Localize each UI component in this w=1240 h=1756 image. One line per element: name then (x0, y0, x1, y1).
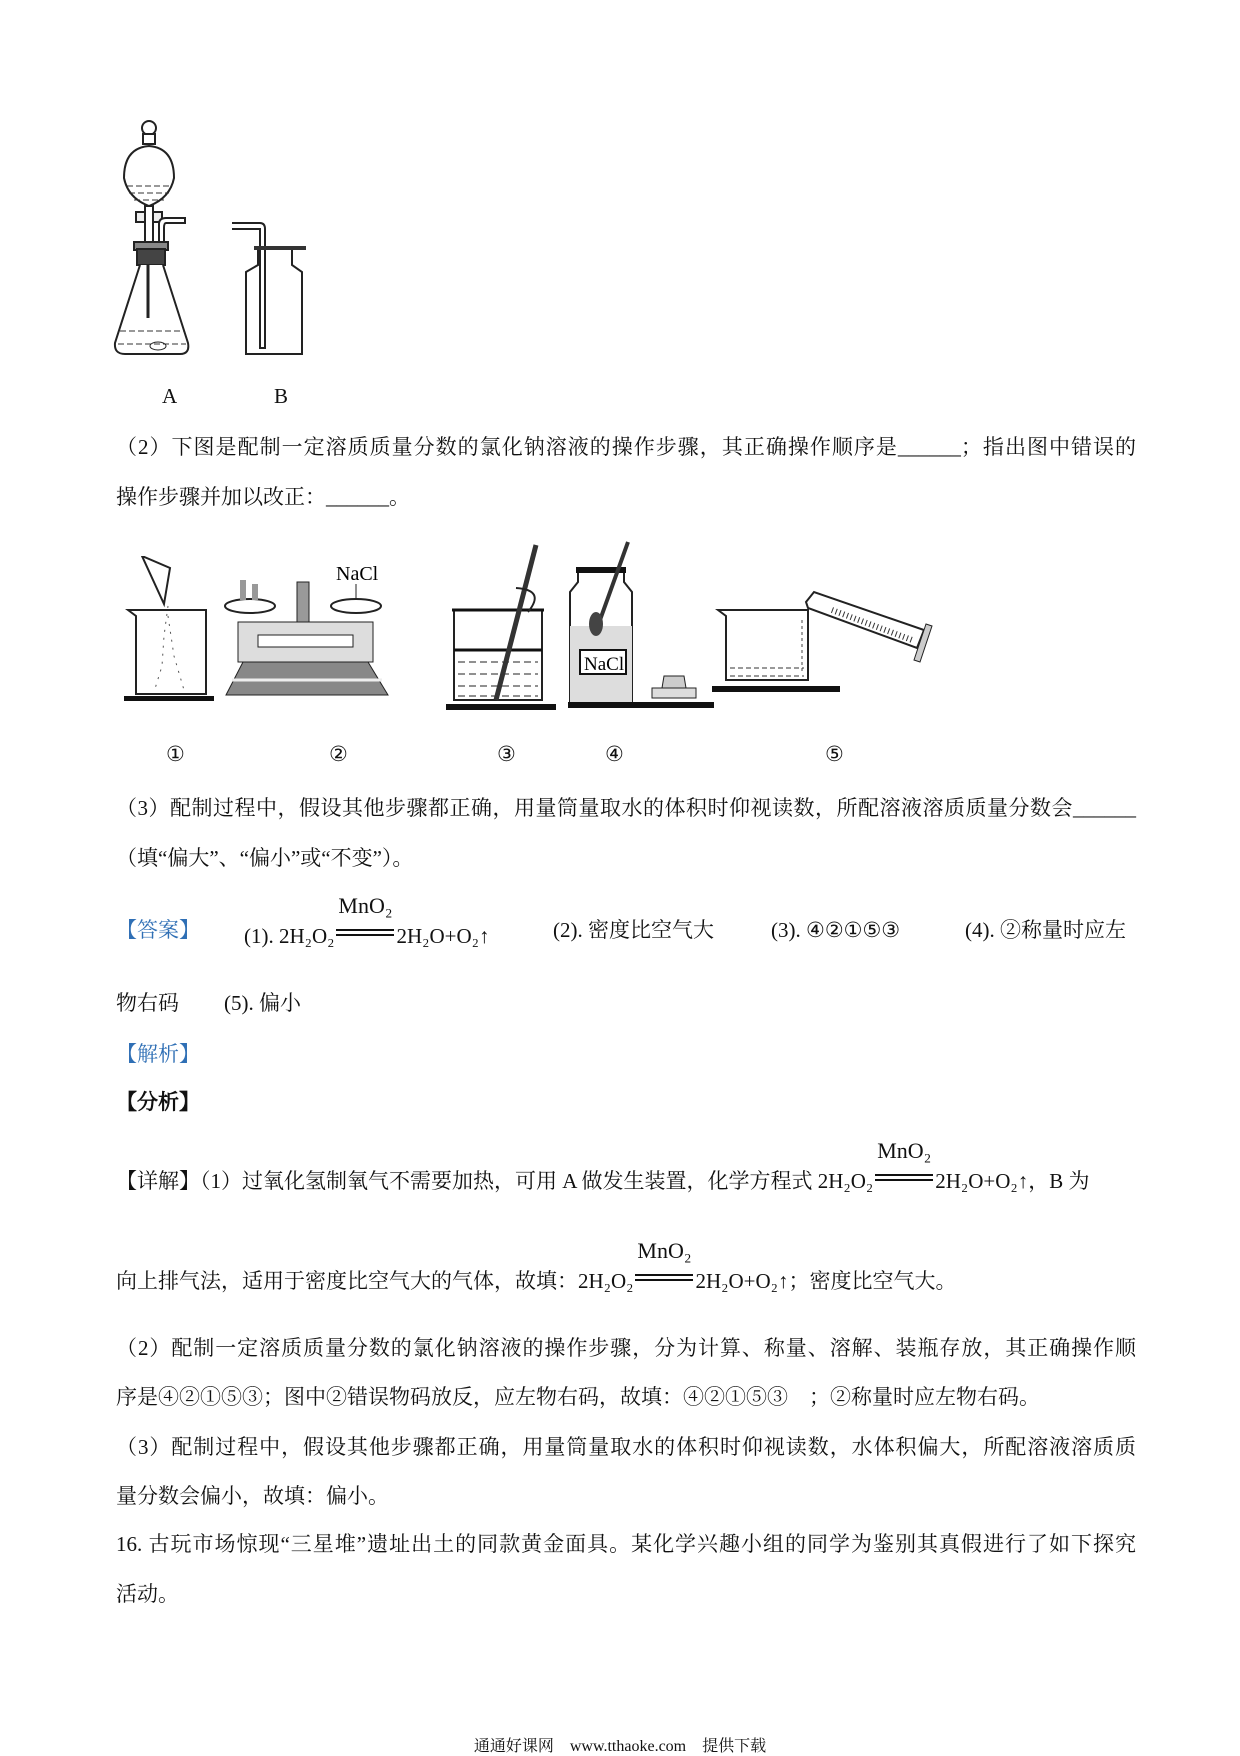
q16-line1: 16. 古玩市场惊现“三星堆”遗址出土的同款黄金面具。某化学兴趣小组的同学为鉴别其真假进行了如下探究 (116, 1532, 1136, 1556)
answer-4: (4). ②称量时应左 (965, 918, 1126, 942)
q3-line2: （填“偏大”、“偏小”或“不变”）。 (116, 846, 414, 870)
answer-4-cont: 物右码 (116, 991, 179, 1015)
label-a: A (162, 384, 178, 408)
detail-line1 (116, 1138, 1136, 1194)
answer-1-prefix: (1). (244, 924, 279, 948)
step-label-5: ⑤ (825, 742, 844, 766)
eq-product: 2H₂O+O₂↑ (695, 1269, 789, 1293)
nacl-label-top: NaCl (336, 563, 379, 585)
answer-tag: 【答案】 (116, 918, 200, 942)
double-line-icon (336, 929, 394, 936)
q16-line2: 活动。 (116, 1582, 179, 1606)
step2-balance-figure (218, 560, 403, 700)
answer-3: (3). ④②①⑤③ (771, 918, 901, 942)
step1-dissolve-figure (124, 556, 219, 702)
detail-p3-line2: 量分数会偏小，故填：偏小。 (116, 1484, 389, 1508)
detail-line2-suffix: ；密度比空气大。 (788, 1269, 957, 1293)
step5-measure-water-figure (712, 590, 952, 695)
answer-1 (244, 893, 490, 949)
detail-p2-line1: （2）配制一定溶质质量分数的氯化钠溶液的操作步骤，分为计算、称量、溶解、装瓶存放，其正确操作顺 (116, 1336, 1136, 1360)
eq-catalyst: MnO₂ (877, 1138, 932, 1163)
double-line-icon (635, 1274, 693, 1281)
eq-product: 2H₂O+O₂↑ (935, 1169, 1029, 1193)
footer: 通通好课网 www.tthaoke.com 提供下载 (473, 1738, 767, 1755)
detail-line2 (116, 1238, 1136, 1294)
answer-2: (2). 密度比空气大 (553, 918, 714, 942)
eq-reactant: 2H₂O₂ (817, 1169, 874, 1193)
analysis-tag: 【解析】 (116, 1042, 200, 1066)
detail-line1-suffix: ，B 为 (1028, 1169, 1090, 1193)
eq-catalyst: MnO₂ (338, 893, 393, 918)
apparatus-b-figure (232, 220, 312, 360)
eq-reactant: 2H₂O₂ (279, 924, 335, 948)
catalyst-condition (336, 893, 394, 943)
catalyst-condition (875, 1138, 933, 1188)
apparatus-a-figure (110, 118, 220, 363)
q3-line1: （3）配制过程中，假设其他步骤都正确，用量筒量取水的体积时仰视读数，所配溶液溶质质量分数会______ (116, 796, 1136, 820)
detail-p2-line2: 序是④②①⑤③；图中②错误物码放反，应左物右码，故填：④②①⑤③ ；②称量时应左物右码。 (116, 1385, 1040, 1409)
eq-product: 2H₂O+O₂↑ (396, 924, 490, 948)
step-label-2: ② (329, 742, 348, 766)
step-label-1: ① (166, 742, 185, 766)
double-line-icon (875, 1174, 933, 1181)
step-label-3: ③ (497, 742, 516, 766)
nacl-bottle-label: NaCl (584, 654, 625, 675)
detail-line1-text: 【详解】（1）过氧化氢制氧气不需要加热，可用 A 做发生装置，化学方程式 (116, 1169, 818, 1193)
eq-reactant: 2H₂O₂ (578, 1269, 634, 1293)
label-b: B (274, 384, 289, 408)
catalyst-condition (635, 1238, 693, 1288)
detail-p3-line1: （3）配制过程中，假设其他步骤都正确，用量筒量取水的体积时仰视读数，水体积偏大，所配溶液溶质质 (116, 1435, 1136, 1459)
fenxi-tag: 【分析】 (116, 1090, 200, 1114)
step3-stir-figure (446, 540, 561, 712)
detail-line2-text: 向上排气法，适用于密度比空气大的气体，故填： (116, 1269, 578, 1293)
q2-line1: （2）下图是配制一定溶质质量分数的氯化钠溶液的操作步骤，其正确操作顺序是______；指出图中错误的 (116, 435, 1136, 459)
step4-weigh-nacl-figure (566, 540, 716, 712)
q2-line2: 操作步骤并加以改正：______。 (116, 485, 410, 509)
eq-catalyst: MnO₂ (637, 1238, 692, 1263)
answer-5: (5). 偏小 (224, 991, 301, 1015)
step-label-4: ④ (605, 742, 624, 766)
